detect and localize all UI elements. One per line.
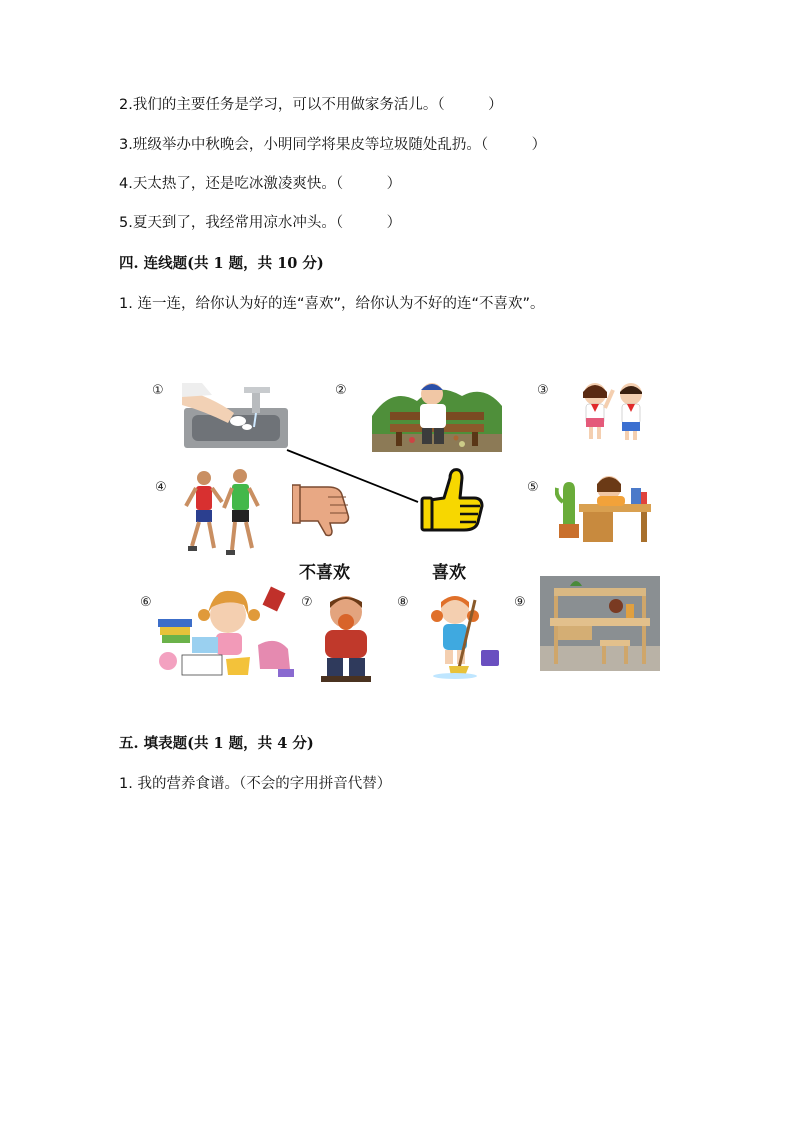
washing-hands-picture (182, 383, 290, 453)
question-2: 2.我们的主要任务是学习，可以不用做家务活儿。（ ） (119, 97, 503, 113)
number-2: ② (335, 383, 347, 398)
number-5: ⑤ (527, 480, 539, 495)
girl-mopping-picture (425, 590, 505, 680)
number-7: ⑦ (301, 595, 313, 610)
littering-man-picture (372, 376, 502, 452)
question-3: 3.班级举办中秋晚会，小明同学将果皮等垃圾随处乱扔。（ ） (119, 137, 547, 153)
number-3: ③ (537, 383, 549, 398)
messy-room-girl-picture (154, 585, 300, 680)
section-4-heading: 四. 连线题(共 1 题，共 10 分) (119, 255, 324, 272)
number-8: ⑧ (397, 595, 409, 610)
section-5-heading: 五. 填表题(共 1 题，共 4 分) (119, 735, 314, 752)
like-label: 喜欢 (432, 563, 466, 583)
number-4: ④ (155, 480, 167, 495)
question-5: 5.夏天到了，我经常用凉水冲头。（ ） (119, 215, 402, 231)
sleeping-at-desk-picture (555, 466, 655, 548)
section-5-question: 1. 我的营养食谱。（不会的字用拼音代替） (119, 776, 392, 792)
dislike-label: 不喜欢 (299, 563, 350, 583)
thumbs-up-icon (420, 464, 486, 536)
section-4-question: 1. 连一连，给你认为好的连“喜欢”，给你认为不好的连“不喜欢”。 (119, 296, 545, 312)
running-people-picture (182, 466, 262, 566)
number-9: ⑨ (514, 595, 526, 610)
question-4: 4.天太热了，还是吃冰激凌爽快。（ ） (119, 176, 402, 192)
thumbs-down-icon (292, 481, 358, 537)
boy-eating-picture (317, 592, 375, 684)
number-6: ⑥ (140, 595, 152, 610)
tidy-desk-picture (540, 576, 660, 671)
number-1: ① (152, 383, 164, 398)
saluting-children-picture (575, 380, 653, 442)
